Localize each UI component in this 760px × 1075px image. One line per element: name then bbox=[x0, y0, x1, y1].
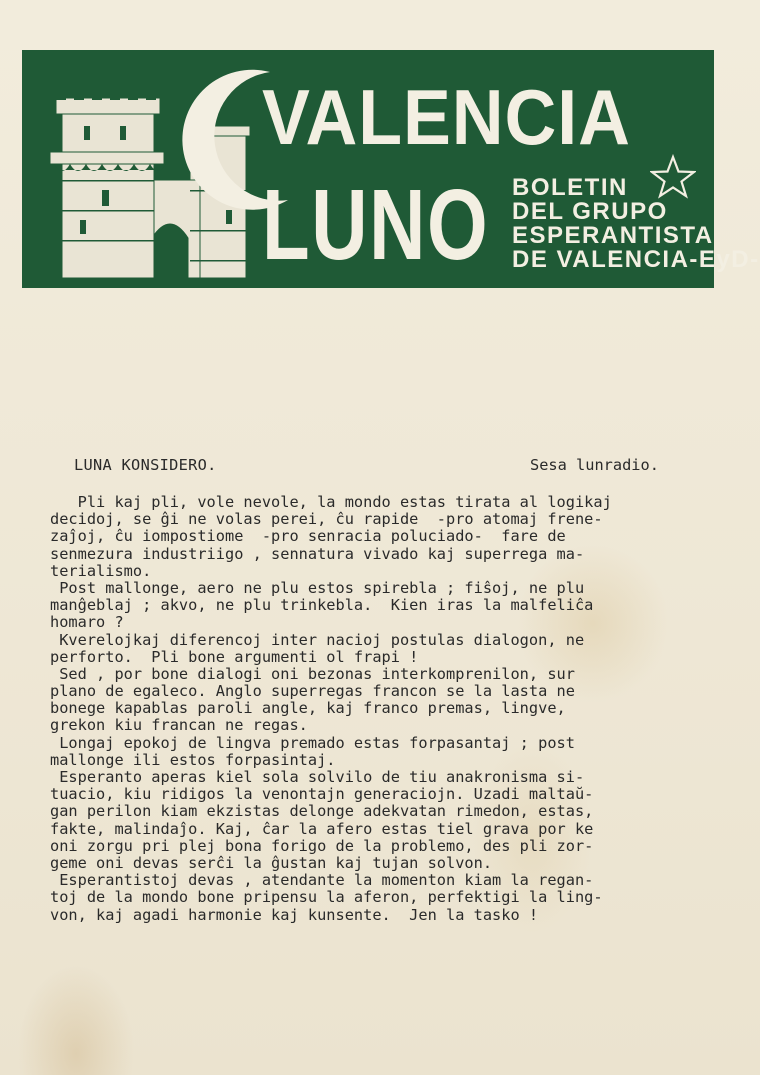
article-line: bonege kapablas paroli angle, kaj franco premas, lingve, bbox=[50, 699, 566, 718]
article-header bbox=[50, 456, 730, 486]
masthead-subtitle bbox=[512, 176, 760, 272]
article-line: Pli kaj pli, vole nevole, la mondo estas tirata al logikaj bbox=[50, 493, 612, 511]
subtitle-line: DE VALENCIA-EyD- bbox=[512, 246, 760, 273]
subtitle-line: ESPERANTISTA bbox=[512, 222, 714, 249]
article-line: Post mallonge, aero ne plu estos spirebla ; fiŝoj, ne plu bbox=[50, 578, 585, 597]
article-line: senmezura industriigo , sennatura vivado kaj superrega ma- bbox=[50, 544, 585, 563]
article-line: Longaj epokoj de lingva premado estas forpasantaj ; post bbox=[50, 733, 575, 752]
article-body bbox=[50, 494, 730, 924]
article-heading: LUNA KONSIDERO. bbox=[74, 456, 217, 474]
article-line: toj de la mondo bone pripensu la aferon, perfektigi la ling- bbox=[50, 888, 603, 907]
article-line: grekon kiu francan ne regas. bbox=[50, 716, 308, 735]
article-line: Kverelojkaj diferencoj inter nacioj postulas dialogon, ne bbox=[50, 630, 585, 649]
masthead-banner bbox=[22, 50, 760, 288]
article-line: Esperanto aperas kiel sola solvilo de tiu anakronisma si- bbox=[50, 768, 585, 786]
star-icon bbox=[650, 154, 696, 200]
article-line: zaĵoj, ĉu iompostiome -pro senracia poluciado- fare de bbox=[50, 527, 566, 546]
masthead-title-luno: LUNO bbox=[262, 169, 490, 281]
article-line: tuacio, kiu ridigos la venontajn generaciojn. Uzadi maltaŭ- bbox=[50, 785, 594, 804]
article-line: decidoj, se ĝi ne volas perei, ĉu rapide -pro atomaj frene- bbox=[50, 510, 603, 529]
masthead-title-valencia: VALENCIA bbox=[262, 73, 631, 161]
article-line: fakte, malindaĵo. Kaj, ĉar la afero estas tiel grava por ke bbox=[50, 819, 594, 838]
article-line: Esperantistoj devas , atendante la momenton kiam la regan- bbox=[50, 871, 594, 890]
article-line: manĝeblaj ; akvo, ne plu trinkebla. Kien iras la malfeliĉa bbox=[50, 596, 594, 615]
subtitle-line: DEL GRUPO bbox=[512, 198, 668, 225]
article-line: perforto. Pli bone argumenti ol frapi ! bbox=[50, 647, 419, 666]
article bbox=[50, 456, 730, 924]
article-line: oni zorgu pri plej bona forigo de la problemo, des pli zor- bbox=[50, 836, 594, 855]
subtitle-line: BOLETIN bbox=[512, 174, 628, 201]
article-byline: Sesa lunradio. bbox=[530, 456, 659, 474]
article-line: Sed , por bone dialogi oni bezonas interkomprenilon, sur bbox=[50, 664, 575, 683]
article-line: von, kaj agadi harmonie kaj kunsente. Jen la tasko ! bbox=[50, 905, 539, 924]
article-line: mallonge ili estos forpasintaj. bbox=[50, 750, 336, 769]
article-line: geme oni devas serĉi la ĝustan kaj tujan solvon. bbox=[50, 853, 493, 872]
article-line: gan perilon kiam ekzistas delonge adekvatan rimedon, estas, bbox=[50, 802, 594, 821]
article-line: terialismo. bbox=[50, 561, 152, 580]
article-line: plano de egaleco. Anglo superregas francon se la lasta ne bbox=[50, 682, 575, 701]
article-line: homaro ? bbox=[50, 613, 124, 632]
